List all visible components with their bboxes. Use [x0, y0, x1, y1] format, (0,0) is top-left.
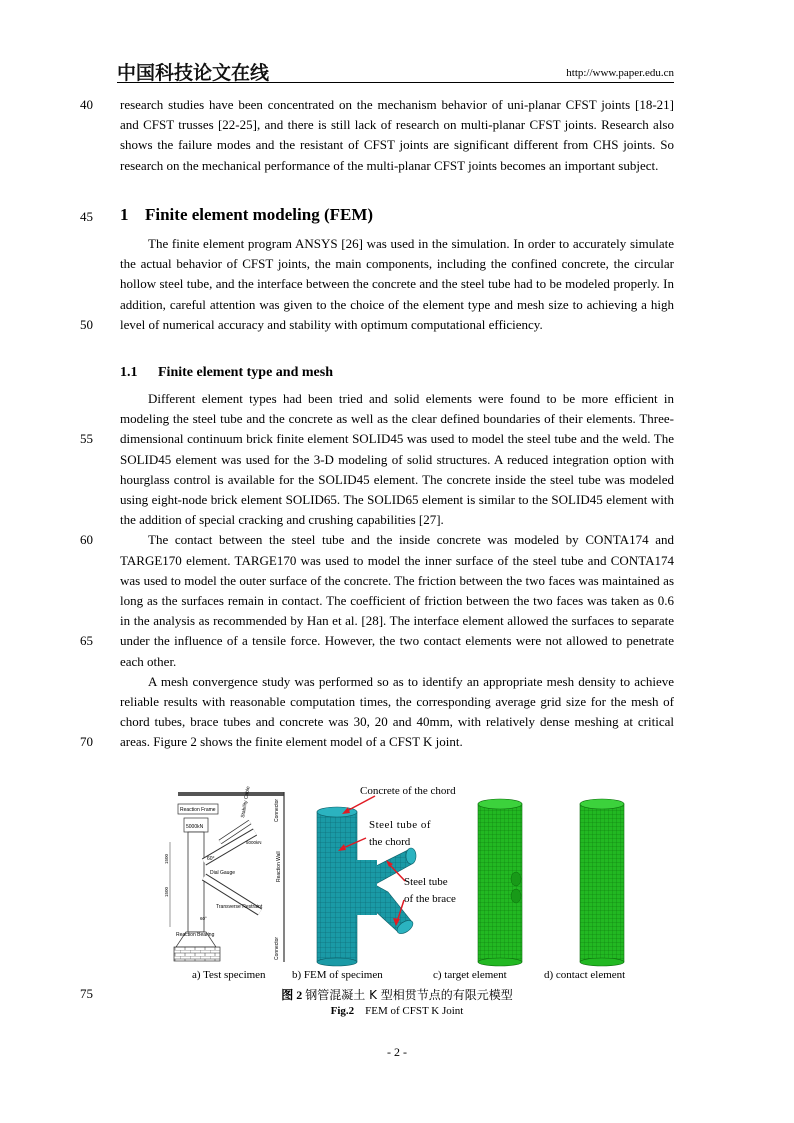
annotation-steel-chord-2: the chord — [369, 836, 411, 848]
angle-label-2: 60° — [200, 916, 207, 921]
brace-load-label: 5000kN — [246, 840, 262, 845]
figure-caption-en-label: Fig.2 — [330, 1005, 355, 1017]
reaction-wall-label: Reaction Wall — [276, 851, 282, 882]
load-label: 5000kN — [186, 824, 204, 830]
section-1-1-number: 1.1 — [120, 365, 138, 380]
section-1-1-title: Finite element type and mesh — [158, 365, 333, 380]
dimension-label-2: 1500 — [164, 886, 169, 897]
line-number: 70 — [80, 734, 93, 749]
paragraph: The contact between the steel tube and the inside concrete was modeled by CONTA174 and TARGE170 element. TARGE170 was used to model the inner surface of the steel tube and CONTA174 was used to model the outer surface of the concrete. The friction between the two faces was maintained as long as the surfaces remain in contact. The coefficient of friction between the two faces was taken as 0.6 in the analysis as recommended by Han et al. [28]. The interface element allowed the surfaces to separate under the influence of a tensile force. However, the two contact elements were not allowed to penetrate each other. — [120, 532, 674, 669]
figure-caption-en — [0, 1005, 794, 1017]
figure-caption-en-text: FEM of CFST K Joint — [365, 1005, 464, 1017]
annotation-steel-brace-1: Steel tube — [404, 876, 448, 888]
annotation-concrete-chord: Concrete of the chord — [360, 785, 456, 797]
line-number: 55 — [80, 431, 93, 446]
section-1-1-body — [120, 389, 674, 753]
transverse-restraint-label: Transverse Restraint — [216, 904, 263, 910]
dial-gauge-label: Dial Gauge — [210, 870, 236, 876]
section-1-paragraph: The finite element program ANSYS [26] was used in the simulation. In order to accurately simulate the actual behavior of CFST joints, the main components, including the confined concrete, the circular hollow steel tube, and the interface between the concrete and the steel tube had to be modeled properly. In addition, careful attention was given to the choice of the element type and mesh size to achieving a high level of numerical accuracy and stability with optimum computational efficiency. — [120, 236, 674, 332]
header-rule — [117, 82, 674, 83]
annotation-steel-chord-1: Steel tube of — [369, 819, 432, 831]
stability-cable-label: Stability Cable — [240, 785, 252, 819]
paragraph: A mesh convergence study was performed so as to identify an appropriate mesh density to achieve reliable results with reasonable computation times, the corresponding average grid size for the mesh of chord tubes, brace tubes and concrete was 30, 20 and 40mm, with relatively dense meshing at critical areas. Figure 2 shows the finite element model of a CFST K joint. — [120, 673, 674, 750]
subcaption-c: c) target element — [433, 969, 507, 981]
annotation-steel-brace-2: of the brace — [404, 893, 456, 905]
subcaption-b: b) FEM of specimen — [292, 969, 383, 981]
target-element — [478, 799, 522, 966]
header-url[interactable]: http://www.paper.edu.cn — [566, 67, 674, 79]
page-number: - 2 - — [387, 1045, 407, 1059]
line-number: 65 — [80, 633, 93, 648]
section-1-number: 1 — [120, 205, 129, 224]
section-1-heading — [120, 205, 373, 225]
subcaption-a: a) Test specimen — [192, 969, 266, 981]
reaction-frame-label: Reaction Frame — [180, 807, 216, 813]
line-number: 40 — [80, 97, 93, 112]
journal-logo — [117, 58, 270, 84]
contact-element — [580, 799, 624, 966]
line-number: 50 — [80, 317, 93, 332]
figure-caption-cn-label: 图 2 — [281, 988, 303, 1002]
reaction-bearing-label: Reaction Bearing — [176, 932, 215, 938]
connector-label: Connector — [274, 798, 280, 822]
figure-caption-cn — [0, 986, 794, 1003]
line-number: 60 — [80, 532, 93, 547]
connector-label-2: Connector — [274, 936, 280, 960]
test-specimen-sketch — [164, 786, 284, 962]
angle-label: 60° — [207, 856, 215, 862]
line-number: 45 — [80, 209, 93, 224]
section-1-1-heading — [120, 365, 333, 381]
journal-logo-text: 中国科技论文在线 — [117, 62, 270, 84]
dimension-label: 1500 — [164, 853, 169, 864]
section-1-title: Finite element modeling (FEM) — [145, 205, 374, 224]
intro-paragraph: research studies have been concentrated on the mechanism behavior of uni-planar CFST joints [18-21] and CFST trusses [22-25], and there is still lack of research on multi-planar CFST joints. Research also shows the failure modes and the resistant of CFST joints are significant different from CHS joints. So research on the mechanical performance of the multi-planar CFST joints becomes an important subject. — [120, 97, 674, 173]
subcaption-d: d) contact element — [544, 969, 626, 981]
paragraph: Different element types had been tried and solid elements were found to be more efficient in modeling the steel tube and the concrete as well as the clear defined boundaries of their elements. Three-dimensional continuum brick finite element SOLID45 was used to model the steel tube and the weld. The SOLID45 element was used for the 3-D modeling of solid structures. A reduced integration option with hourglass control is available for the SOLID45 element. The concrete inside the steel tube was modeled using eight-node brick element SOLID65. The SOLID65 element is similar to the SOLID45 element with the addition of special cracking and crushing capabilities [27]. — [120, 391, 674, 528]
figure-caption-cn-text: 钢管混凝土 K 型相贯节点的有限元模型 — [305, 988, 513, 1002]
line-number: 75 — [80, 986, 93, 1001]
